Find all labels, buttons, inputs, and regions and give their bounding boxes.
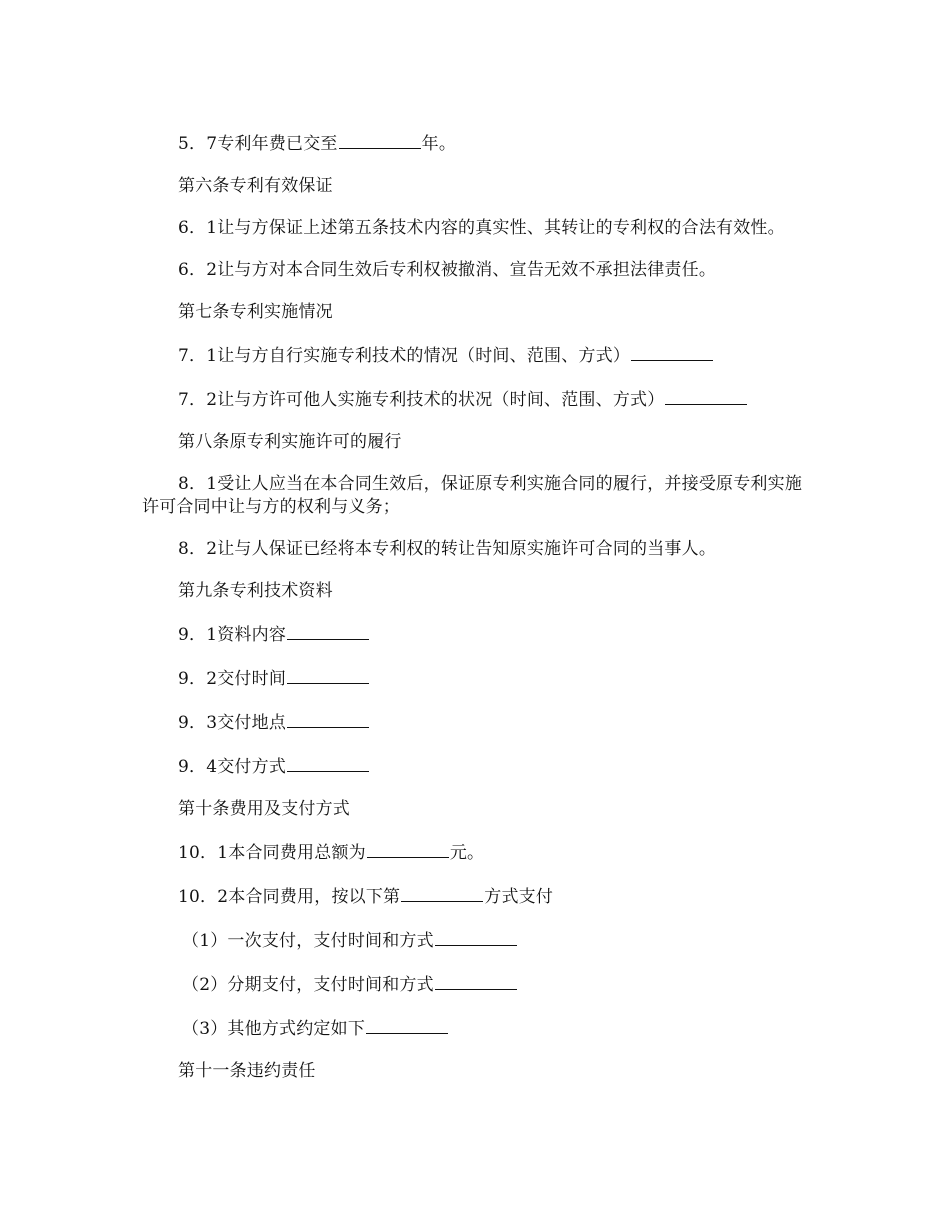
clause-text: （1）一次支付，支付时间和方式 bbox=[182, 931, 434, 951]
fill-in-blank bbox=[287, 666, 369, 684]
clause-text: 9．2交付时间 bbox=[178, 669, 287, 689]
fill-in-blank bbox=[287, 754, 369, 772]
fill-in-blank bbox=[401, 884, 483, 902]
clause-text-tail: 元。 bbox=[449, 843, 485, 863]
article-8-heading: 第八条原专利实施许可的履行 bbox=[178, 432, 402, 452]
clause-text: 7．1让与方自行实施专利技术的情况（时间、范围、方式） bbox=[178, 346, 631, 366]
clause-6-2-paragraph: 6．2让与方对本合同生效后专利权被撤消、宣告无效不承担法律责任。 bbox=[178, 260, 717, 280]
clause-text: 5．7专利年费已交至 bbox=[178, 134, 338, 154]
payment-option-2-line bbox=[142, 972, 808, 997]
fill-in-blank bbox=[367, 840, 449, 858]
clause-text-tail: 方式支付 bbox=[484, 887, 554, 907]
fill-in-blank bbox=[435, 928, 517, 946]
article-6-heading: 第六条专利有效保证 bbox=[178, 176, 333, 196]
payment-option-1-line bbox=[142, 928, 808, 953]
fill-in-blank bbox=[287, 622, 369, 640]
clause-7-1-line bbox=[142, 343, 808, 368]
article-10-heading: 第十条费用及支付方式 bbox=[178, 799, 350, 819]
clause-9-3-line bbox=[142, 710, 808, 735]
clause-text: （2）分期支付，支付时间和方式 bbox=[182, 975, 434, 995]
clause-5-7-line bbox=[142, 131, 808, 156]
clause-text: 9．3交付地点 bbox=[178, 713, 287, 733]
clause-7-2-line bbox=[142, 387, 808, 412]
fill-in-blank bbox=[366, 1016, 448, 1034]
clause-text-tail: 年。 bbox=[421, 134, 457, 154]
article-7-heading: 第七条专利实施情况 bbox=[178, 302, 333, 322]
clause-text: 9．1资料内容 bbox=[178, 625, 287, 645]
clause-text: 7．2让与方许可他人实施专利技术的状况（时间、范围、方式） bbox=[178, 390, 665, 410]
clause-text: 10．1本合同费用总额为 bbox=[178, 843, 366, 863]
clause-8-1-paragraph: 8．1受让人应当在本合同生效后，保证原专利实施合同的履行，并接受原专利实施许可合同中让与方的权利与义务； bbox=[142, 474, 803, 517]
fill-in-blank bbox=[339, 131, 421, 149]
clause-10-1-line bbox=[142, 840, 808, 865]
payment-option-3-line bbox=[142, 1016, 808, 1041]
document-body bbox=[142, 131, 808, 1102]
clause-text: 9．4交付方式 bbox=[178, 757, 287, 777]
clause-text: 10．2本合同费用，按以下第 bbox=[178, 887, 401, 907]
clause-9-1-line bbox=[142, 622, 808, 647]
fill-in-blank bbox=[665, 387, 747, 405]
clause-8-2-paragraph: 8．2让与人保证已经将本专利权的转让告知原实施许可合同的当事人。 bbox=[178, 539, 717, 559]
article-11-heading: 第十一条违约责任 bbox=[178, 1061, 316, 1081]
clause-9-4-line bbox=[142, 754, 808, 779]
article-9-heading: 第九条专利技术资料 bbox=[178, 581, 333, 601]
fill-in-blank bbox=[631, 343, 713, 361]
clause-9-2-line bbox=[142, 666, 808, 691]
clause-6-1-paragraph: 6．1让与方保证上述第五条技术内容的真实性、其转让的专利权的合法有效性。 bbox=[178, 218, 785, 238]
fill-in-blank bbox=[287, 710, 369, 728]
clause-10-2-line bbox=[142, 884, 808, 909]
fill-in-blank bbox=[435, 972, 517, 990]
clause-text: （3）其他方式约定如下 bbox=[182, 1019, 366, 1039]
